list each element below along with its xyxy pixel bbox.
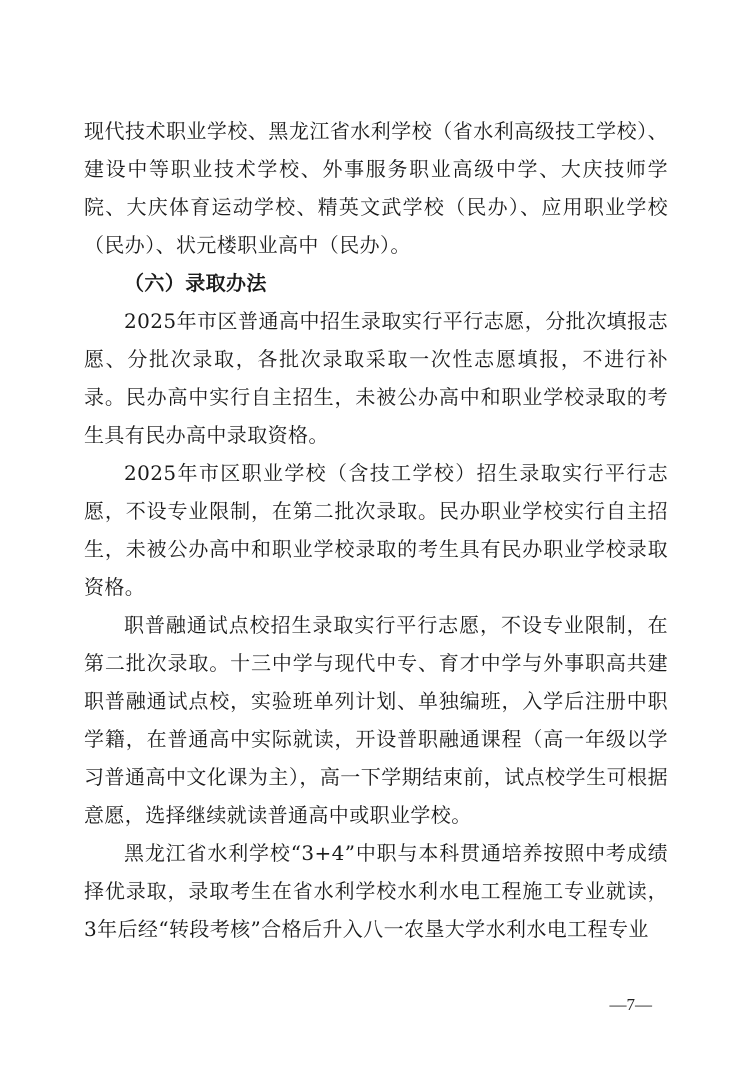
school-list-paragraph: 现代技术职业学校、黑龙江省水利学校（省水利高级技工学校）、建设中等职业技术学校、外事服务职业高级中学、大庆技师学院、大庆体育运动学校、精英文武学校（民办）、应用职业学校（民办）、状元楼职业高中（民办）。 [84,119,668,257]
water-conservancy-paragraph: 黑龙江省水利学校“3+4”中职与本科贯通培养按照中考成绩择优录取，录取考生在省水利学校水利水电工程施工专业就读，3年后经“转段考核”合格后升入八一农垦大学水利水电工程专业 [84,841,668,941]
page-number: —7— [609,995,652,1014]
body-text [84,112,668,948]
vocational-admission-paragraph: 2025年市区职业学校（含技工学校）招生录取实行平行志愿，不设专业限制，在第二批次录取。民办职业学校实行自主招生，未被公办高中和职业学校录取的考生具有民办职业学校录取资格。 [84,461,668,599]
section-heading: （六）录取办法 [124,271,267,295]
high-school-admission-paragraph: 2025年市区普通高中招生录取实行平行志愿，分批次填报志愿、分批次录取，各批次录取采取一次性志愿填报，不进行补录。民办高中实行自主招生，未被公办高中和职业学校录取的考生具有民办高中录取资格。 [84,309,668,447]
pilot-school-paragraph: 职普融通试点校招生录取实行平行志愿，不设专业限制，在第二批次录取。十三中学与现代中专、育才中学与外事职高共建职普融通试点校，实验班单列计划、单独编班，入学后注册中职学籍，在普通高中实际就读，开设普职融通课程（高一年级以学习普通高中文化课为主），高一下学期结束前，试点校学生可根据意愿，选择继续就读普通高中或职业学校。 [84,613,668,827]
